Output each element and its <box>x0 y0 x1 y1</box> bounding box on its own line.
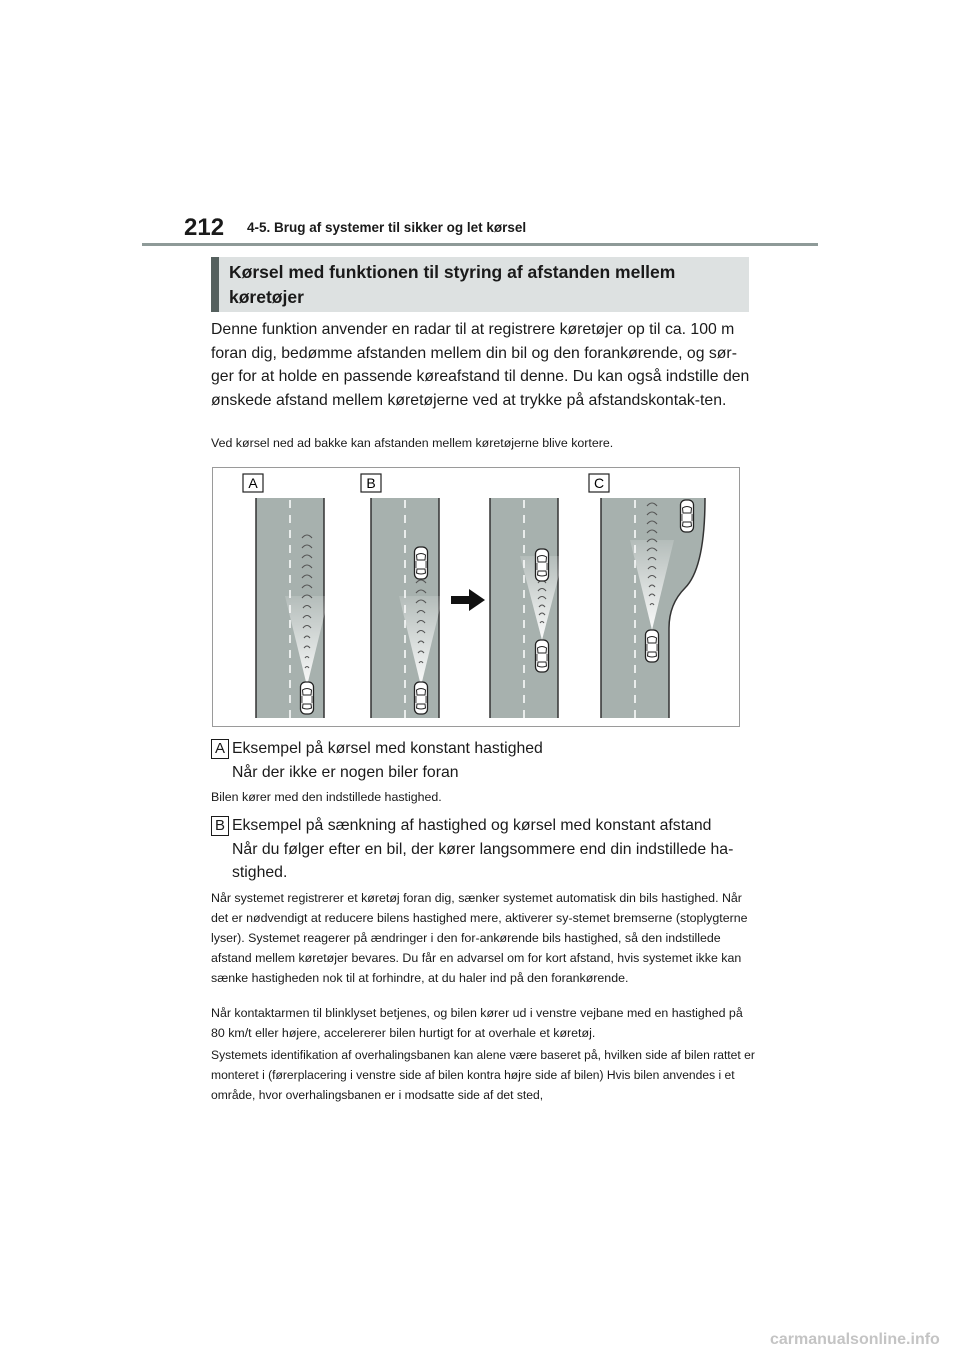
figure-label-b: B <box>366 475 376 491</box>
item-b-text-2: Når kontaktarmen til blinklyset betjenes, og bilen kører ud i venstre vejbane med en hastighed på 80 km/t eller højere, accelererer bilen hurtigt for at overhale et køretøj. <box>211 1006 743 1040</box>
item-b-subtitle: Når du følger efter en bil, der kører langsommere end din indstillede ha-stighed. <box>232 841 734 881</box>
figure-label-c: C <box>593 475 605 491</box>
lead-car-b <box>415 547 428 579</box>
section-heading <box>211 257 749 312</box>
heading-line-1: Kørsel med funktionen til styring af afstanden mellem <box>229 262 676 282</box>
road-a <box>256 498 329 718</box>
item-b-letter: B <box>211 816 229 836</box>
road-b-after <box>490 498 564 718</box>
road-c <box>601 498 705 718</box>
intro-paragraph: Denne funktion anvender en radar til at registrere køretøjer op til ca. 100 m foran dig, bedømme afstanden mellem din bil og den forankørende, og sør-ger for at holde en passende køreafstand til denne. Du kan også indstille den ønskede afstand mellem køretøjerne ved at trykke på afstandskontak-ten. <box>211 321 750 409</box>
own-car-c <box>646 630 659 662</box>
header-rule <box>142 243 818 246</box>
item-a-title: Eksempel på kørsel med konstant hastighed <box>232 740 543 757</box>
transition-arrow <box>451 589 485 611</box>
figure-label-a: A <box>248 475 258 491</box>
road-b <box>371 498 443 718</box>
lead-car-b-after <box>536 549 549 581</box>
item-b-title: Eksempel på sænkning af hastighed og kørsel med konstant afstand <box>232 817 712 834</box>
own-car-a <box>301 682 314 714</box>
radar-figure <box>212 467 740 727</box>
page-number: 212 <box>184 214 225 241</box>
item-a-letter: A <box>211 739 229 759</box>
item-a-subtitle: Når der ikke er nogen biler foran <box>232 764 459 781</box>
section-header: 4-5. Brug af systemer til sikker og let kørsel <box>247 220 527 235</box>
own-car-b-after <box>536 640 549 672</box>
downhill-note: Ved kørsel ned ad bakke kan afstanden mellem køretøjerne blive kortere. <box>211 436 614 450</box>
watermark: carmanualsonline.info <box>770 1331 940 1348</box>
item-a-text: Bilen kører med den indstillede hastighed. <box>211 790 442 804</box>
radar-diagram <box>213 468 741 728</box>
heading-line-2: køretøjer <box>229 287 304 307</box>
item-b-text-3: Systemets identifikation af overhalingsbanen kan alene være baseret på, hvilken side af bilen rattet er monteret i (førerplacering i venstre side af bilen kontra højre side af bilen) Hvis bilen anvendes i et område, hvor overhalingsbanen er i modsatte side af det sted, <box>211 1048 755 1102</box>
item-b-text-1: Når systemet registrerer et køretøj foran dig, sænker systemet automatisk din bils hastighed. Når det er nødvendigt at reducere bilens hastighed mere, aktiverer sy-stemet bremserne (stoplygterne lyser). Systemet reagerer på ændringer i den for-ankørende bils hastighed, så den indstillede afstand mellem køretøjer bevares. Du får en advarsel om for kort afstand, hvis systemet ikke kan sænke hastigheden nok til at forhindre, at du haler ind på den forankørende. <box>211 891 748 985</box>
own-car-b <box>415 682 428 714</box>
lead-car-c <box>681 500 694 532</box>
